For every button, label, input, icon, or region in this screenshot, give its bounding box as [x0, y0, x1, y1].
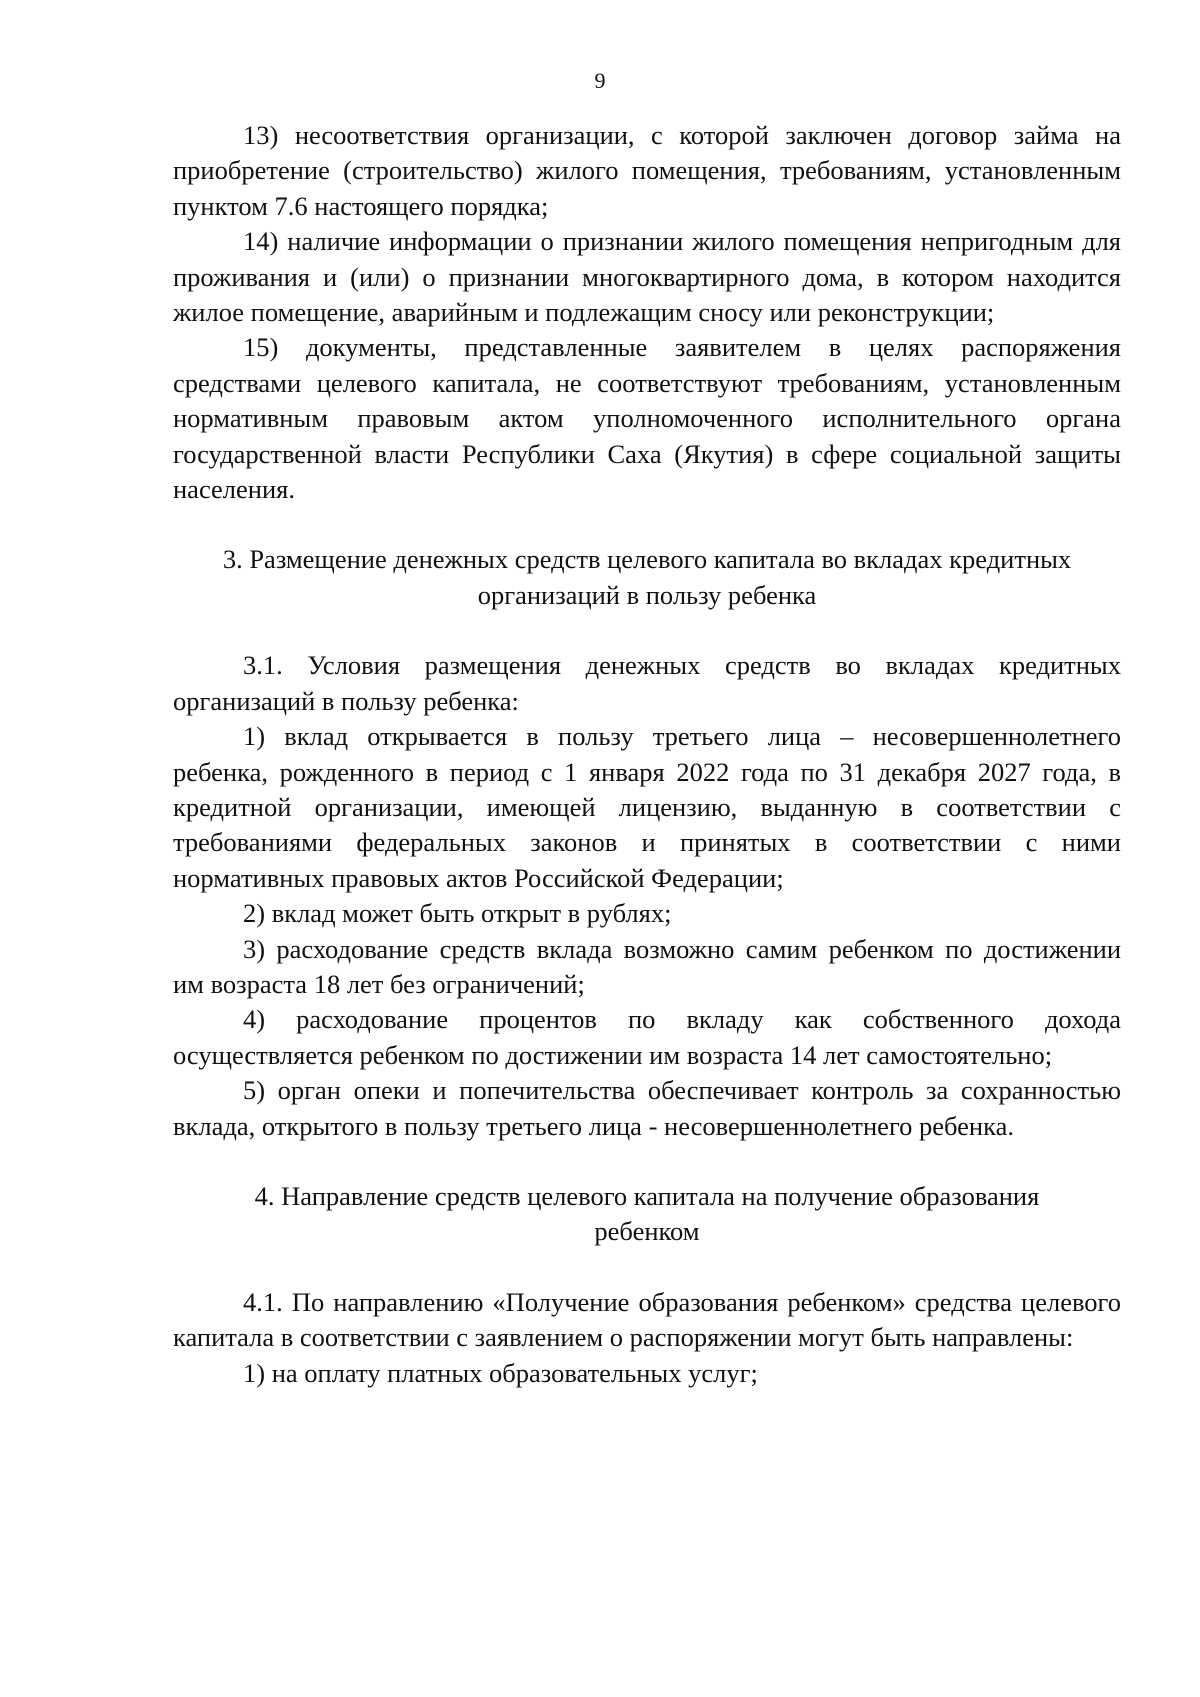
- section-spacer: [173, 613, 1121, 648]
- section-spacer: [173, 1250, 1121, 1285]
- section-4-heading-line-1: 4. Направление средств целевого капитала на получение образования: [254, 1180, 1040, 1211]
- section-spacer: [173, 507, 1121, 542]
- section-4-heading-line-2: ребенком: [594, 1216, 700, 1247]
- paragraph-item-14: 14) наличие информации о признании жилого помещения непригодным для проживания и (или) о признании многоквартирного дома, в котором находится жилое помещение, аварийным и подлежащим сносу или реконструкции;: [173, 226, 1121, 328]
- section-3-heading: [173, 542, 1121, 613]
- paragraph-3-1-item-2: 2) вклад может быть открыт в рублях;: [243, 898, 672, 929]
- document-body: [173, 118, 1121, 1391]
- paragraph-4-1-item-1: 1) на оплату платных образовательных услуг;: [243, 1357, 758, 1388]
- section-4-heading: [173, 1179, 1121, 1250]
- page-number: 9: [594, 68, 606, 93]
- paragraph-item-13: 13) несоответствия организации, с которой заключен договор займа на приобретение (строительство) жилого помещения, требованиям, установленным пунктом 7.6 настоящего порядка;: [173, 120, 1121, 221]
- paragraph-3-1-item-3: 3) расходование средств вклада возможно самим ребенком по достижении им возраста 18 лет без ограничений;: [173, 933, 1121, 999]
- paragraph-3-1: 3.1. Условия размещения денежных средств во вкладах кредитных организаций в пользу ребенка:: [173, 650, 1121, 716]
- paragraph-item-15: 15) документы, представленные заявителем в целях распоряжения средствами целевого капитала, не соответствуют требованиям, установленным нормативным правовым актом уполномоченного исполнительного органа государственной власти Республики Саха (Якутия) в сфере социальной защиты населения.: [173, 332, 1121, 505]
- section-3-heading-line-1: 3. Размещение денежных средств целевого капитала во вкладах кредитных: [222, 544, 1072, 575]
- paragraph-4-1: 4.1. По направлению «Получение образования ребенком» средства целевого капитала в соответствии с заявлением о распоряжении могут быть направлены:: [173, 1286, 1121, 1353]
- paragraph-3-1-item-5: 5) орган опеки и попечительства обеспечивает контроль за сохранностью вклада, открытого в пользу третьего лица - несовершеннолетнего ребенка.: [173, 1075, 1121, 1141]
- section-3-heading-line-2: организаций в пользу ребенка: [477, 579, 817, 610]
- paragraph-3-1-item-1: 1) вклад открывается в пользу третьего лица – несовершеннолетнего ребенка, рожденного в период с 1 января 2022 года по 31 декабря 2027 года, в кредитной организации, имеющей лицензию, выданную в соответствии с требованиями федеральных законов и принятых в соответствии с ними нормативных правовых актов Российской Федерации;: [173, 721, 1121, 893]
- paragraph-3-1-item-4: 4) расходование процентов по вкладу как собственного дохода осуществляется ребенком по достижении им возраста 14 лет самостоятельно;: [173, 1004, 1121, 1070]
- section-spacer: [173, 1144, 1121, 1179]
